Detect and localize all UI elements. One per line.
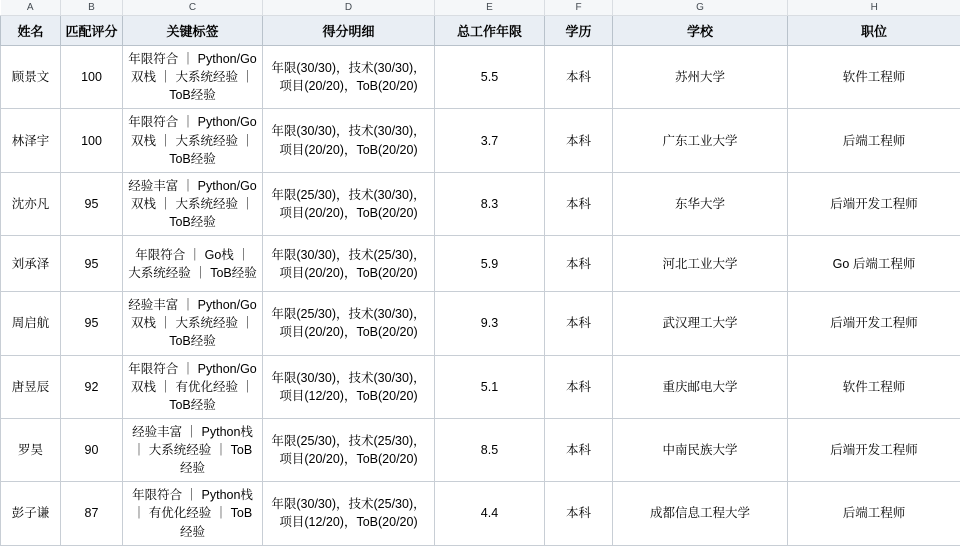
cell-name[interactable]: 林泽宇 <box>1 109 61 172</box>
cell-school[interactable]: 苏州大学 <box>613 46 788 109</box>
cell-education[interactable]: 本科 <box>545 109 613 172</box>
cell-education[interactable]: 本科 <box>545 355 613 418</box>
table-header-row <box>1 16 960 46</box>
cell-name[interactable]: 刘承泽 <box>1 236 61 292</box>
header-cell-education[interactable]: 学历 <box>545 16 613 46</box>
table-row[interactable] <box>1 109 960 172</box>
header-cell-tags[interactable]: 关键标签 <box>123 16 263 46</box>
column-header-g[interactable]: G <box>613 0 788 16</box>
table-row[interactable] <box>1 172 960 235</box>
cell-name[interactable]: 罗昊 <box>1 418 61 481</box>
cell-role[interactable]: 后端工程师 <box>788 109 960 172</box>
cell-school[interactable]: 成都信息工程大学 <box>613 482 788 545</box>
cell-detail[interactable]: 年限(30/30)，技术(30/30)，项目(20/20)，ToB(20/20) <box>263 109 435 172</box>
cell-school[interactable]: 广东工业大学 <box>613 109 788 172</box>
header-cell-role[interactable]: 职位 <box>788 16 960 46</box>
cell-school[interactable]: 河北工业大学 <box>613 236 788 292</box>
header-cell-school[interactable]: 学校 <box>613 16 788 46</box>
cell-score[interactable]: 87 <box>61 482 123 545</box>
cell-education[interactable]: 本科 <box>545 292 613 355</box>
column-header-h[interactable]: H <box>788 0 960 16</box>
column-header-b[interactable]: B <box>61 0 123 16</box>
cell-score[interactable]: 90 <box>61 418 123 481</box>
cell-tags[interactable]: 年限符合 ｜ Python/Go 双栈 ｜ 大系统经验 ｜ ToB经验 <box>123 46 263 109</box>
header-cell-years[interactable]: 总工作年限 <box>435 16 545 46</box>
cell-school[interactable]: 中南民族大学 <box>613 418 788 481</box>
table-row[interactable] <box>1 355 960 418</box>
cell-education[interactable]: 本科 <box>545 418 613 481</box>
cell-name[interactable]: 唐昱辰 <box>1 355 61 418</box>
column-header-c[interactable]: C <box>123 0 263 16</box>
cell-tags[interactable]: 年限符合 ｜ Python栈 ｜ 有优化经验 ｜ ToB经验 <box>123 482 263 545</box>
cell-score[interactable]: 100 <box>61 46 123 109</box>
table-row[interactable] <box>1 46 960 109</box>
cell-score[interactable]: 95 <box>61 292 123 355</box>
table-row[interactable] <box>1 482 960 545</box>
cell-score[interactable]: 92 <box>61 355 123 418</box>
cell-score[interactable]: 95 <box>61 172 123 235</box>
column-header-f[interactable]: F <box>545 0 613 16</box>
column-header-a[interactable]: A <box>1 0 61 16</box>
cell-years[interactable]: 4.4 <box>435 482 545 545</box>
cell-role[interactable]: Go 后端工程师 <box>788 236 960 292</box>
cell-school[interactable]: 东华大学 <box>613 172 788 235</box>
cell-role[interactable]: 软件工程师 <box>788 355 960 418</box>
cell-score[interactable]: 100 <box>61 109 123 172</box>
cell-detail[interactable]: 年限(30/30)，技术(25/30)，项目(20/20)，ToB(20/20) <box>263 236 435 292</box>
cell-school[interactable]: 重庆邮电大学 <box>613 355 788 418</box>
cell-role[interactable]: 软件工程师 <box>788 46 960 109</box>
cell-education[interactable]: 本科 <box>545 482 613 545</box>
header-cell-score[interactable]: 匹配评分 <box>61 16 123 46</box>
column-header-e[interactable]: E <box>435 0 545 16</box>
cell-years[interactable]: 8.5 <box>435 418 545 481</box>
cell-years[interactable]: 5.5 <box>435 46 545 109</box>
cell-role[interactable]: 后端开发工程师 <box>788 418 960 481</box>
cell-detail[interactable]: 年限(30/30)，技术(25/30)，项目(12/20)，ToB(20/20) <box>263 482 435 545</box>
cell-role[interactable]: 后端开发工程师 <box>788 292 960 355</box>
cell-detail[interactable]: 年限(25/30)，技术(25/30)，项目(20/20)，ToB(20/20) <box>263 418 435 481</box>
cell-detail[interactable]: 年限(25/30)，技术(30/30)，项目(20/20)，ToB(20/20) <box>263 292 435 355</box>
cell-education[interactable]: 本科 <box>545 46 613 109</box>
cell-tags[interactable]: 经验丰富 ｜ Python/Go 双栈 ｜ 大系统经验 ｜ ToB经验 <box>123 292 263 355</box>
table-row[interactable] <box>1 292 960 355</box>
cell-name[interactable]: 周启航 <box>1 292 61 355</box>
cell-education[interactable]: 本科 <box>545 172 613 235</box>
cell-education[interactable]: 本科 <box>545 236 613 292</box>
cell-tags[interactable]: 经验丰富 ｜ Python/Go 双栈 ｜ 大系统经验 ｜ ToB经验 <box>123 172 263 235</box>
cell-tags[interactable]: 经验丰富 ｜ Python栈 ｜ 大系统经验 ｜ ToB经验 <box>123 418 263 481</box>
cell-name[interactable]: 顾景文 <box>1 46 61 109</box>
cell-score[interactable]: 95 <box>61 236 123 292</box>
column-header-d[interactable]: D <box>263 0 435 16</box>
cell-tags[interactable]: 年限符合 ｜ Go栈 ｜ 大系统经验 ｜ ToB经验 <box>123 236 263 292</box>
cell-name[interactable]: 彭子谦 <box>1 482 61 545</box>
cell-detail[interactable]: 年限(30/30)，技术(30/30)，项目(12/20)，ToB(20/20) <box>263 355 435 418</box>
cell-years[interactable]: 8.3 <box>435 172 545 235</box>
cell-tags[interactable]: 年限符合 ｜ Python/Go 双栈 ｜ 有优化经验 ｜ ToB经验 <box>123 355 263 418</box>
cell-years[interactable]: 3.7 <box>435 109 545 172</box>
cell-school[interactable]: 武汉理工大学 <box>613 292 788 355</box>
header-cell-name[interactable]: 姓名 <box>1 16 61 46</box>
cell-years[interactable]: 5.1 <box>435 355 545 418</box>
cell-name[interactable]: 沈亦凡 <box>1 172 61 235</box>
cell-detail[interactable]: 年限(25/30)，技术(30/30)，项目(20/20)，ToB(20/20) <box>263 172 435 235</box>
cell-role[interactable]: 后端开发工程师 <box>788 172 960 235</box>
table-row[interactable] <box>1 236 960 292</box>
cell-tags[interactable]: 年限符合 ｜ Python/Go 双栈 ｜ 大系统经验 ｜ ToB经验 <box>123 109 263 172</box>
header-cell-detail[interactable]: 得分明细 <box>263 16 435 46</box>
cell-years[interactable]: 9.3 <box>435 292 545 355</box>
cell-detail[interactable]: 年限(30/30)，技术(30/30)，项目(20/20)，ToB(20/20) <box>263 46 435 109</box>
table-row[interactable] <box>1 418 960 481</box>
cell-years[interactable]: 5.9 <box>435 236 545 292</box>
cell-role[interactable]: 后端工程师 <box>788 482 960 545</box>
column-letter-row <box>1 0 960 16</box>
